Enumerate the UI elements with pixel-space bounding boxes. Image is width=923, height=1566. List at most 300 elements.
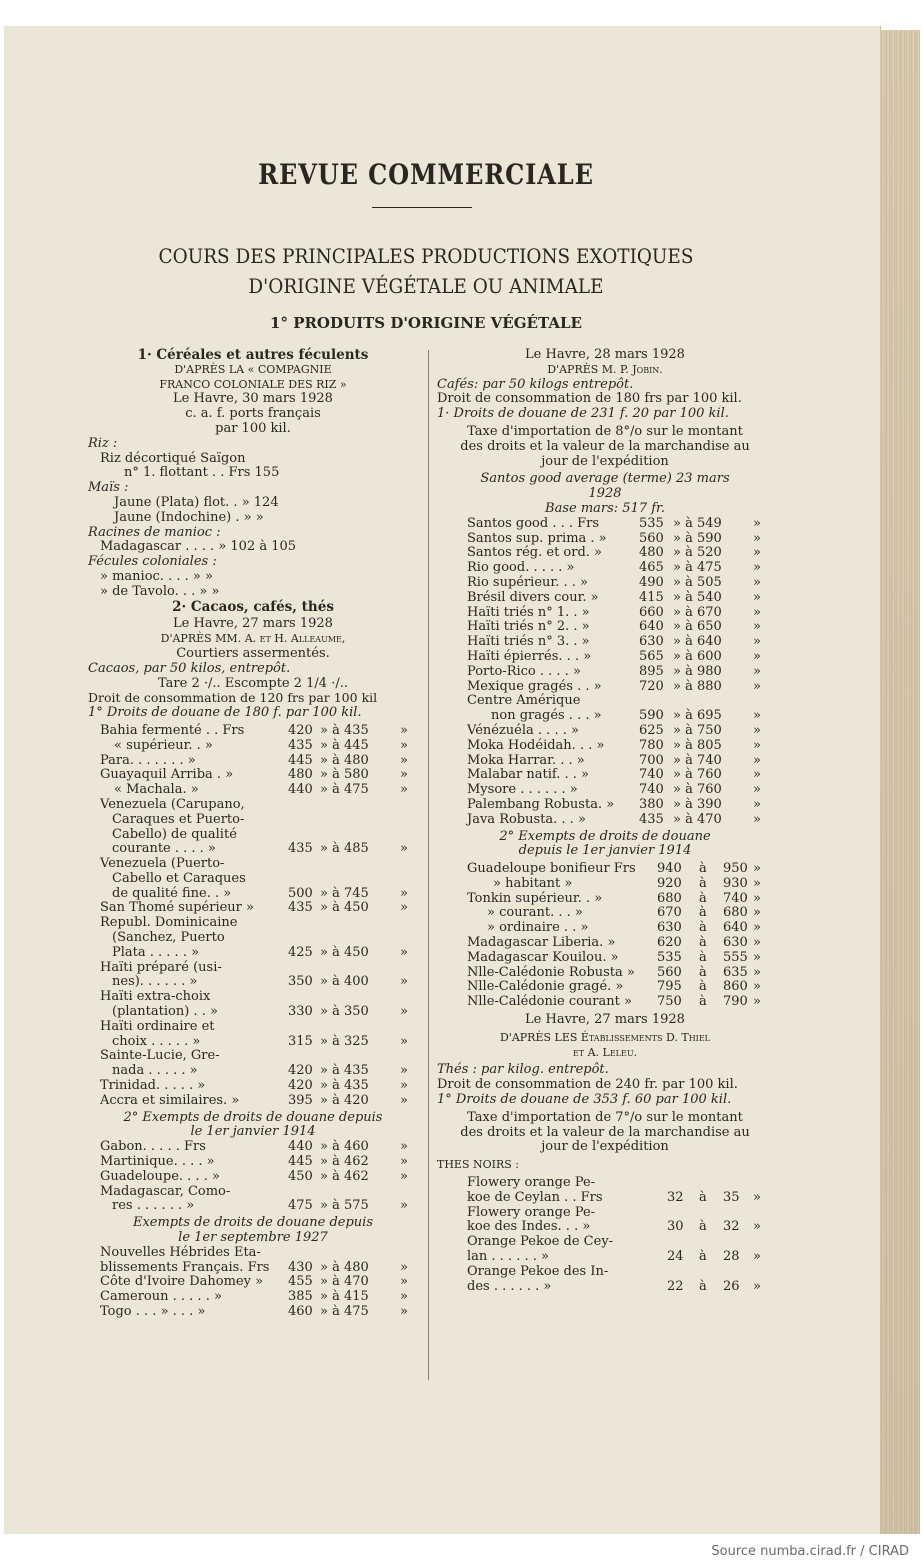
the-date: Le Havre, 27 mars 1928 [525,1012,685,1028]
price-cell: Porto-Rico . . . . » [467,663,581,679]
subtitle-line-2: D'ORIGINE VÉGÉTALE OU ANIMALE [248,274,604,298]
stlucie-line-1: Sainte-Lucie, Gre- [100,1048,220,1064]
price-cell: » à 475 [673,560,722,576]
price-cell: à [699,1249,707,1265]
price-row [437,517,773,532]
price-row [88,901,418,916]
price-cell: Madagascar Kouilou. » [467,949,619,965]
price-cell: » [400,1168,408,1184]
price-cell: » à 740 [673,752,722,768]
price-cell: 435 [288,900,313,916]
cereales-source-1: D'APRÈS LA « COMPAGNIE [174,362,332,376]
price-cell: Martinique. . . . » [100,1154,215,1170]
price-cell: » à 462 [320,1154,369,1170]
thes-noirs-label: THES NOIRS : [437,1158,520,1172]
price-cell: nes). . . . . . » [112,974,198,990]
tea-4-line-1: Orange Pekoe des In- [467,1263,609,1279]
price-cell: « supérieur. . » [114,737,213,753]
price-cell: » à 435 [320,1063,369,1079]
price-cell: » à 470 [320,1274,369,1290]
price-cell: » à 445 [320,737,369,753]
price-cell: 420 [288,722,313,738]
price-cell: à [699,1189,707,1205]
cereales-source-2: FRANCO COLONIALE DES RIZ » [159,377,347,391]
price-cell: » [753,574,761,590]
price-cell: » [753,1189,761,1205]
price-cell: 740 [639,782,664,798]
price-cell: » à 540 [673,589,722,605]
price-cell: 940 [657,861,682,877]
price-row [437,576,773,591]
price-cell: 560 [639,530,664,546]
price-cell: 640 [639,619,664,635]
exempt-1914-line-2: le 1er janvier 1914 [190,1124,316,1140]
price-cell: 435 [288,737,313,753]
cereales-heading: 1· Céréales et autres féculents [137,347,369,363]
price-cell: » [753,890,761,906]
venezuela-2-line-2: Cabello et Caraques [112,870,246,886]
madagascar-line-1: Madagascar, Como- [100,1183,231,1199]
price-cell: » à 505 [673,574,722,590]
nouvelles-hebrides-line-1: Nouvelles Hébrides Eta- [100,1244,261,1260]
price-cell: Rio supérieur. . . » [467,574,588,590]
price-cell: » [400,1289,408,1305]
price-cell: » [753,1278,761,1294]
price-cell: 420 [288,1063,313,1079]
price-cell: 560 [657,964,682,980]
price-cell: 32 [723,1219,740,1235]
price-row [437,995,773,1010]
price-cell: » [400,1063,408,1079]
price-row [437,754,773,769]
price-cell: » [753,920,761,936]
price-row [88,1305,418,1320]
cacaos-tare: Tare 2 ·/.. Escompte 2 1/4 ·/.. [158,675,348,691]
the-source-1: D'APRÈS LES Établissements D. Thiel [499,1030,710,1044]
price-row [88,783,418,798]
haiti-2-line-1: Haïti extra-choix [100,989,211,1005]
price-cell: » [753,515,761,531]
exempt-1914-line-1: 2° Exempts de droits de douane depuis [123,1109,383,1125]
exempt-1927-line-2: le 1er septembre 1927 [178,1230,328,1246]
the-tax-1: Taxe d'importation de 7°/o sur le montant [467,1109,743,1125]
price-cell: 750 [657,994,682,1010]
price-row [88,1064,418,1079]
price-cell: » [400,944,408,960]
price-cell: 740 [639,767,664,783]
price-cell: » à 805 [673,737,722,753]
price-cell: » [400,974,408,990]
price-cell: res . . . . . . » [112,1198,195,1214]
cacaos-consumption: Droit de consommation de 120 frs par 100 kil [88,690,378,706]
price-cell: des . . . . . . » [467,1278,552,1294]
price-cell: Moka Hodéidah. . . » [467,737,605,753]
haiti-1-line-1: Haïti préparé (usi- [100,959,222,975]
price-row [437,798,773,813]
republique-line-2: (Sanchez, Puerto [112,930,225,946]
price-cell: 435 [288,841,313,857]
price-cell: Santos sup. prima . » [467,530,607,546]
price-cell: 465 [639,560,664,576]
cafe-tax-3: jour de l'expédition [541,453,669,469]
price-cell: à [699,1278,707,1294]
price-cell: Guadeloupe. . . . » [100,1168,220,1184]
price-cell: » [753,678,761,694]
base-mars: Base mars: 517 fr. [545,500,665,516]
price-cell: » [400,767,408,783]
cafe-unit: Cafés: par 50 kilogs entrepôt. [437,376,634,392]
price-cell: 445 [288,1154,313,1170]
price-cell: Haïti triés n° 1. . » [467,604,590,620]
cafe-tax-1: Taxe d'importation de 8°/o sur le montant [467,423,743,439]
price-cell: à [699,861,707,877]
price-row [437,546,773,561]
price-row [88,1261,418,1276]
price-cell: » à 880 [673,678,722,694]
cafe-tax-2: des droits et la valeur de la marchandise au [460,438,750,454]
riz-label: Riz : [88,435,118,451]
price-cell: 435 [639,811,664,827]
price-row [437,936,773,951]
price-cell: » [400,900,408,916]
price-cell: » courant. . . » [487,905,583,921]
price-cell: Cameroun . . . . . » [100,1289,222,1305]
price-cell: » [753,964,761,980]
price-cell: 420 [288,1078,313,1094]
price-row [437,966,773,981]
price-cell: 30 [667,1219,684,1235]
price-row [88,1035,418,1050]
price-cell: » à 470 [673,811,722,827]
price-cell: » [753,737,761,753]
cacaos-duty: 1° Droits de douane de 180 f. par 100 kil. [88,705,362,721]
santos-average-1: Santos good average (terme) 23 mars [480,471,730,487]
price-cell: 26 [723,1278,740,1294]
cafe-source: D'APRÈS M. P. Jobin. [547,362,663,376]
page-title: REVUE COMMERCIALE [258,158,594,191]
price-cell: à [699,979,707,995]
price-cell: (plantation) . . » [112,1004,218,1020]
price-cell: à [699,949,707,965]
price-cell: » à 980 [673,663,722,679]
price-cell: » [753,949,761,965]
price-cell: Plata . . . . . » [112,944,200,960]
price-cell: nada . . . . . » [112,1063,198,1079]
price-row [88,1155,418,1170]
price-cell: koe des Indes. . . » [467,1219,591,1235]
price-cell: 22 [667,1278,684,1294]
price-row [437,783,773,798]
price-cell: 475 [288,1198,313,1214]
price-cell: » à 435 [320,1078,369,1094]
price-cell: » à 475 [320,782,369,798]
price-cell: 350 [288,974,313,990]
price-cell: Santos good . . . Frs [467,515,600,531]
manioc-label: Racines de manioc : [88,524,221,540]
price-cell: » [753,796,761,812]
price-cell: non gragés . . . » [491,708,602,724]
price-cell: » à 600 [673,648,722,664]
price-cell: » [400,1078,408,1094]
price-row [437,620,773,635]
price-row [88,1199,418,1214]
price-cell: San Thomé supérieur » [100,900,254,916]
price-cell: Togo . . . » . . . » [100,1304,206,1319]
price-cell: » [753,708,761,724]
price-cell: Tonkin supérieur. . » [467,890,603,906]
price-cell: » à 580 [320,767,369,783]
price-cell: Santos rég. et ord. » [467,545,603,561]
price-cell: Mexique gragés . . » [467,678,602,694]
price-row [88,724,418,739]
price-cell: 455 [288,1274,313,1290]
price-row [437,906,773,921]
price-cell: à [699,890,707,906]
price-cell: » à 415 [320,1289,369,1305]
price-cell: » [400,737,408,753]
price-row [437,739,773,754]
price-row [88,842,418,857]
price-cell: 700 [639,752,664,768]
price-cell: » à 549 [673,515,722,531]
source-credit: Source numba.cirad.fr / CIRAD [711,1544,909,1559]
price-row [88,1140,418,1155]
price-row [88,1275,418,1290]
venezuela-2-line-1: Venezuela (Puerto- [100,856,225,872]
price-row [88,946,418,961]
centre-amerique-line-1: Centre Amérique [467,693,581,709]
price-cell: Rio good. . . . . » [467,560,575,576]
price-cell: » à 575 [320,1198,369,1214]
price-cell: 950 [723,861,748,877]
price-cell: 440 [288,782,313,798]
price-cell: » [400,1139,408,1155]
price-cell: à [699,875,707,891]
tea-2-line-1: Flowery orange Pe- [467,1204,596,1220]
price-cell: » [753,560,761,576]
price-row [437,877,773,892]
exempt-1927-line-1: Exempts de droits de douane depuis [132,1215,374,1231]
price-cell: 28 [723,1249,740,1265]
price-cell: 24 [667,1249,684,1265]
price-row [437,862,773,877]
price-cell: à [699,964,707,980]
fecules-label: Fécules coloniales : [88,554,217,570]
price-cell: de qualité fine. . » [112,885,232,901]
price-cell: » [753,545,761,561]
price-row [437,921,773,936]
price-cell: » [400,1092,408,1108]
price-cell: 795 [657,979,682,995]
price-cell: 380 [639,796,664,812]
price-cell: Madagascar Liberia. » [467,935,616,951]
price-cell: 640 [723,920,748,936]
price-cell: Moka Harrar. . . » [467,752,585,768]
price-cell: 35 [723,1189,740,1205]
cacaos-heading: 2· Cacaos, cafés, thés [172,598,334,615]
price-cell: 630 [723,935,748,951]
price-cell: 480 [639,545,664,561]
price-cell: » à 760 [673,782,722,798]
price-cell: 780 [639,737,664,753]
price-cell: » [400,722,408,738]
price-cell: » [400,1198,408,1214]
price-cell: » à 695 [673,708,722,724]
manioc-item: Madagascar . . . . » 102 à 105 [100,539,297,555]
price-cell: 440 [288,1139,313,1155]
cacaos-date: Le Havre, 27 mars 1928 [173,616,333,632]
price-cell: » à 350 [320,1004,369,1020]
price-cell: 425 [288,944,313,960]
price-row [437,606,773,621]
price-cell: à [699,905,707,921]
santos-average-2: 1928 [588,486,622,502]
price-cell: 920 [657,875,682,891]
price-row [88,975,418,990]
price-cell: Guayaquil Arriba . » [100,767,234,783]
price-cell: 630 [657,920,682,936]
price-cell: » à 520 [673,545,722,561]
column-divider [428,350,429,1380]
price-cell: 630 [639,634,664,650]
cacaos-source: D'APRÈS MM. A. et H. Alleaume, [160,632,346,646]
cafe-date: Le Havre, 28 mars 1928 [525,347,685,362]
price-cell: 680 [657,890,682,906]
cafe-duty: 1· Droits de douane de 231 f. 20 par 100 kil. [437,406,729,422]
price-cell: » [753,935,761,951]
cereales-unit: par 100 kil. [215,420,291,436]
fecules-item-2: » de Tavolo. . . » » [100,583,220,599]
price-cell: » [753,619,761,635]
price-cell: » [400,885,408,901]
price-cell: Côte d'Ivoire Dahomey » [100,1274,264,1290]
price-row [88,754,418,769]
price-cell: 385 [288,1289,313,1305]
price-cell: 480 [288,767,313,783]
price-cell: à [699,994,707,1010]
price-cell: » à 450 [320,900,369,916]
price-cell: Mysore . . . . . . » [467,782,578,798]
price-row [437,680,773,695]
price-cell: » [753,530,761,546]
price-cell: » [753,875,761,891]
cacao-rows-1 [88,724,418,798]
the-tax-2: des droits et la valeur de la marchandise au [460,1124,750,1140]
price-cell: 450 [288,1168,313,1184]
price-cell: » à 745 [320,885,369,901]
price-cell: » [753,722,761,738]
price-row [437,532,773,547]
the-duty: 1° Droits de douane de 353 f. 60 par 100 kil. [437,1092,732,1108]
price-cell: 535 [657,949,682,965]
price-row [437,1220,773,1235]
price-cell: » [400,841,408,857]
price-cell: koe de Ceylan . . Frs [467,1189,603,1205]
price-cell: 490 [639,574,664,590]
price-cell: Nlle-Calédonie Robusta » [467,964,635,980]
exempt-1914-right-1: 2° Exempts de droits de douane [499,828,711,844]
cereales-caf: c. a. f. ports français [185,406,321,422]
price-row [437,1280,773,1295]
price-row [88,1079,418,1094]
price-row [88,1170,418,1185]
price-cell: 740 [723,890,748,906]
price-cell: 680 [723,905,748,921]
page-edge [880,30,920,1534]
price-cell: courante . . . . » [112,841,216,857]
price-row [437,650,773,665]
price-cell: » à 435 [320,722,369,738]
price-cell: lan . . . . . . » [467,1249,549,1265]
exempt-1914-right-2: depuis le 1er janvier 1914 [518,843,692,859]
price-cell: Nlle-Calédonie courant » [467,994,632,1010]
price-cell: » [753,604,761,620]
the-source-2: et A. Leleu. [572,1045,638,1059]
price-cell: » [400,782,408,798]
price-cell: » [400,1154,408,1170]
price-row [437,561,773,576]
right-column [437,348,773,1294]
price-cell: 860 [723,979,748,995]
price-row [437,980,773,995]
cacaos-source-2: Courtiers assermentés. [176,645,330,661]
price-cell: » [753,979,761,995]
price-cell: » à 480 [320,752,369,768]
riz-price: n° 1. flottant . . Frs 155 [124,465,280,481]
price-row [437,1250,773,1265]
price-cell: » ordinaire . . » [487,920,589,936]
price-cell: 32 [667,1189,684,1205]
price-cell: 445 [288,752,313,768]
price-cell: » à 450 [320,944,369,960]
price-cell: Bahia fermenté . . Frs [100,722,245,738]
cereales-date: Le Havre, 30 mars 1928 [173,391,333,407]
price-row [88,739,418,754]
price-cell: 635 [723,964,748,980]
price-cell: à [699,1219,707,1235]
price-row [88,1094,418,1109]
price-cell: » [753,1219,761,1235]
price-cell: » [753,767,761,783]
price-cell: » à 325 [320,1033,369,1049]
price-cell: » à 750 [673,722,722,738]
price-cell: » à 640 [673,634,722,650]
the-unit: Thés : par kilog. entrepôt. [437,1062,609,1078]
price-cell: » [400,1304,408,1319]
price-row [437,724,773,739]
price-cell: 790 [723,994,748,1010]
price-cell: 590 [639,708,664,724]
price-cell: » à 760 [673,767,722,783]
price-row [437,591,773,606]
subtitle-line-1: COURS DES PRINCIPALES PRODUCTIONS EXOTIQUES [158,244,694,268]
price-cell: Malabar natif. . . » [467,767,589,783]
price-row [437,709,773,724]
venezuela-1-line-1: Venezuela (Carupano, [100,796,245,812]
price-row [437,951,773,966]
price-cell: Guadeloupe bonifieur Frs [467,861,636,877]
price-cell: 620 [657,935,682,951]
price-cell: Brésil divers cour. » [467,589,599,605]
title-rule [372,207,472,208]
price-cell: » habitant » [493,875,573,891]
price-cell: Gabon. . . . . Frs [100,1139,206,1155]
price-cell: » [753,1249,761,1265]
price-cell: 670 [657,905,682,921]
price-row [88,1005,418,1020]
the-consumption: Droit de consommation de 240 fr. par 100 kil. [437,1077,738,1093]
price-cell: choix . . . . . » [112,1033,201,1049]
